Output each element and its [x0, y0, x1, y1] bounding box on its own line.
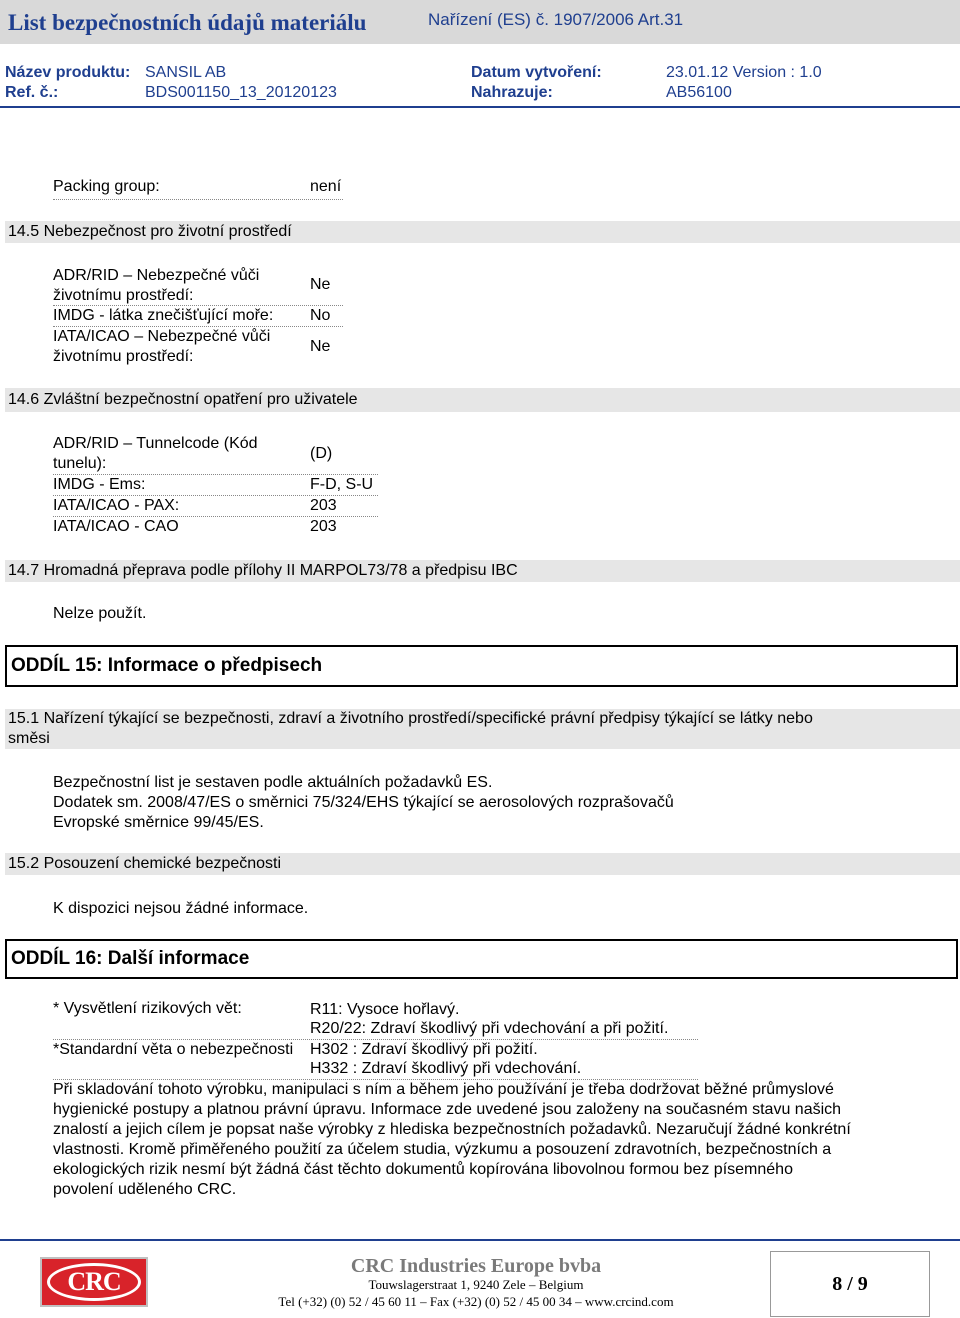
disclaimer-line-5: ekologických rizik nesmí být žádná část těchto dokumentů kopírována libovolnou formou bez písemného	[53, 1161, 793, 1178]
env-imdg-value: No	[310, 307, 331, 324]
footer-divider	[0, 1239, 960, 1241]
env-adr-value: Ne	[310, 276, 331, 293]
risk-phrase-r11: R11: Vysoce hořlavý.	[310, 1001, 460, 1018]
packing-group-value: není	[310, 178, 342, 195]
tunnel-code-value: (D)	[310, 445, 333, 462]
section-14-6-heading: 14.6 Zvláštní bezpečnostní opatření pro uživatele	[5, 388, 960, 412]
packing-group-label: Packing group:	[53, 178, 160, 195]
section-15-2-heading: 15.2 Posouzení chemické bezpečnosti	[5, 853, 960, 875]
env-iata-value: Ne	[310, 338, 331, 355]
replaces-value: AB56100	[666, 84, 732, 101]
iata-pax-label: IATA/ICAO - PAX:	[53, 497, 180, 514]
iata-cao-value: 203	[310, 518, 337, 535]
regulation-line-1: Bezpečnostní list je sestaven podle aktuálních požadavků ES.	[53, 774, 493, 791]
env-adr-label: ADR/RID – Nebezpečné vůči životnímu prostředí:	[53, 267, 260, 304]
section-16-title: ODDÍL 16: Další informace	[5, 939, 958, 979]
risk-phrase-r20-22: R20/22: Zdraví škodlivý při vdechování a při požití.	[310, 1020, 669, 1037]
hazard-statement-h302: H302 : Zdraví škodlivý při požití.	[310, 1041, 538, 1058]
document-title: List bezpečnostních údajů materiálu	[8, 10, 367, 35]
replaces-label: Nahrazuje:	[471, 84, 553, 101]
crc-logo	[40, 1257, 148, 1307]
regulation-line-2: Dodatek sm. 2008/47/ES o směrnici 75/324/EHS týkající se aerosolových rozprašovačů	[53, 794, 674, 811]
risk-phrases-label: * Vysvětlení rizikových vět:	[53, 1000, 242, 1017]
company-contact: Tel (+32) (0) 52 / 45 60 11 – Fax (+32) (0) 52 / 45 00 34 – www.crcind.com	[278, 1294, 674, 1309]
disclaimer-line-2: hygienické postupy a platnou právní úpravu. Informace zde uvedené jsou založeny na současném stavu našich	[53, 1101, 842, 1118]
marpol-text: Nelze použít.	[53, 605, 147, 622]
tunnel-code-label: ADR/RID – Tunnelcode (Kód tunelu):	[53, 435, 258, 472]
iata-pax-value: 203	[310, 497, 337, 514]
header-divider	[0, 106, 960, 108]
company-address: Touwslagerstraat 1, 9240 Zele – Belgium	[368, 1277, 584, 1292]
regulation-line-3: Evropské směrnice 99/45/ES.	[53, 814, 264, 831]
created-date-label: Datum vytvoření:	[471, 64, 602, 81]
section-15-1-heading: 15.1 Nařízení týkající se bezpečnosti, zdraví a životního prostředí/specifické právní předpisy týkající se látky nebo směsi	[5, 709, 960, 749]
disclaimer-line-1: Při skladování tohoto výrobku, manipulaci s ním a během jeho používání je třeba dodržovat běžné průmyslové	[53, 1081, 834, 1098]
imdg-ems-label: IMDG - Ems:	[53, 476, 146, 493]
disclaimer-line-3: znalostí a jejich cílem je popsat naše výrobky z hlediska bezpečnostních požadavků. Nezaručují žádné konkrétní	[53, 1121, 851, 1138]
hazard-statement-h332: H332 : Zdraví škodlivý při vdechování.	[310, 1060, 582, 1077]
section-15-title: ODDÍL 15: Informace o předpisech	[5, 645, 958, 687]
created-date-value: 23.01.12 Version : 1.0	[666, 64, 822, 81]
hazard-statements-label: *Standardní věta o nebezpečnosti	[53, 1041, 294, 1058]
env-imdg-label: IMDG - látka znečišťující moře:	[53, 307, 274, 324]
section-14-7-heading: 14.7 Hromadná přeprava podle přílohy II MARPOL73/78 a předpisu IBC	[5, 560, 960, 582]
row-divider	[53, 199, 343, 200]
company-name: CRC Industries Europe bvba	[350, 1255, 602, 1277]
section-14-5-heading: 14.5 Nebezpečnost pro životní prostředí	[5, 221, 960, 243]
imdg-ems-value: F-D, S-U	[310, 476, 374, 493]
chemical-safety-text: K dispozici nejsou žádné informace.	[53, 900, 309, 917]
product-name-value: SANSIL AB	[145, 64, 227, 81]
regulation-reference: Nařízení (ES) č. 1907/2006 Art.31	[428, 10, 684, 29]
disclaimer-line-6: povolení uděleného CRC.	[53, 1181, 237, 1198]
disclaimer-line-4: vlastnosti. Kromě přiměřeného použití za účelem studia, výzkumu a posouzení zdravotních, bezpečnostních a	[53, 1141, 832, 1158]
product-name-label: Název produktu:	[5, 64, 131, 81]
crc-logo-text: CRC	[47, 1263, 141, 1301]
env-iata-label: IATA/ICAO – Nebezpečné vůči životnímu prostředí:	[53, 328, 271, 365]
ref-label: Ref. č.:	[5, 84, 59, 101]
page-number: 8 / 9	[770, 1251, 930, 1317]
iata-cao-label: IATA/ICAO - CAO	[53, 518, 179, 535]
ref-value: BDS001150_13_20120123	[145, 84, 337, 101]
